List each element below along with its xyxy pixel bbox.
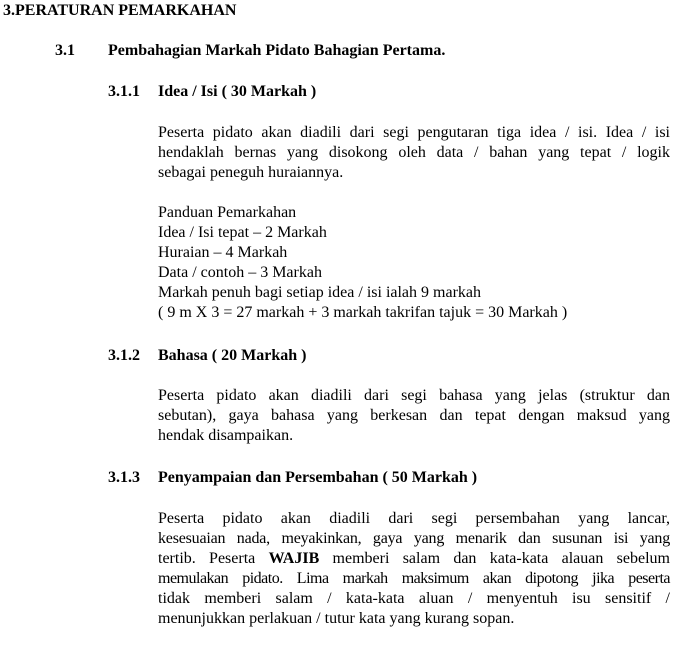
paragraph-line: tidak memberi salam / kata-kata aluan / menyentuh isu sensitif / — [158, 590, 670, 607]
paragraph-line: Peserta pidato akan diadili dari segi pengutaran tiga idea / isi. Idea / isi — [158, 124, 670, 141]
paragraph-bahasa — [158, 386, 670, 446]
guide-heading: Panduan Pemarkahan — [158, 204, 297, 221]
paragraph-line: sebagai peneguh huraiannya. — [158, 164, 344, 181]
paragraph-line — [158, 549, 670, 569]
paragraph-penyampaian — [158, 509, 670, 629]
paragraph-line: menunjukkan perlakuan / tutur kata yang kurang sopan. — [158, 610, 515, 627]
paragraph-line: hendaklah bernas yang disokong oleh data / bahan yang tepat / logik — [158, 144, 670, 161]
paragraph-line: kesesuaian nada, meyakinkan, gaya yang menarik dan susunan isi yang — [158, 530, 670, 547]
paragraph-line: Peserta pidato akan diadili dari segi bahasa yang jelas (struktur dan — [158, 387, 670, 404]
guide-line: Data / contoh – 3 Markah — [158, 264, 322, 281]
text-segment: memberi salam dan kata-kata alauan sebelum — [319, 550, 671, 567]
paragraph-line: sebutan), gaya bahasa yang berkesan dan tepat dengan maksud yang — [158, 407, 670, 424]
subsection-number: 3.1 — [55, 42, 75, 59]
subsection-title: Pembahagian Markah Pidato Bahagian Pertama. — [108, 42, 446, 59]
item-number-bahasa: 3.1.2 — [108, 347, 140, 364]
paragraph-line: Peserta pidato akan diadili dari segi persembahan yang lancar, — [158, 510, 670, 527]
text-segment: tertib. Peserta — [158, 550, 269, 567]
item-title-bahasa: Bahasa ( 20 Markah ) — [158, 347, 307, 364]
marking-guide — [158, 203, 567, 323]
paragraph-line: memulakan pidato. Lima markah maksimum akan dipotong jika peserta — [158, 570, 670, 587]
emphasis-wajib: WAJIB — [268, 550, 320, 567]
paragraph-line: hendak disampaikan. — [158, 427, 294, 444]
item-number-penyampaian: 3.1.3 — [108, 469, 140, 486]
guide-line: Idea / Isi tepat – 2 Markah — [158, 224, 327, 241]
guide-line: Markah penuh bagi setiap idea / isi ialah 9 markah — [158, 284, 482, 301]
paragraph-idea — [158, 123, 670, 183]
section-title: 3.PERATURAN PEMARKAHAN — [3, 2, 237, 19]
item-title-idea: Idea / Isi ( 30 Markah ) — [158, 83, 317, 100]
item-title-penyampaian: Penyampaian dan Persembahan ( 50 Markah ) — [158, 469, 478, 486]
item-number-idea: 3.1.1 — [108, 83, 140, 100]
guide-line: ( 9 m X 3 = 27 markah + 3 markah takrifan tajuk = 30 Markah ) — [158, 304, 568, 321]
guide-line: Huraian – 4 Markah — [158, 244, 288, 261]
